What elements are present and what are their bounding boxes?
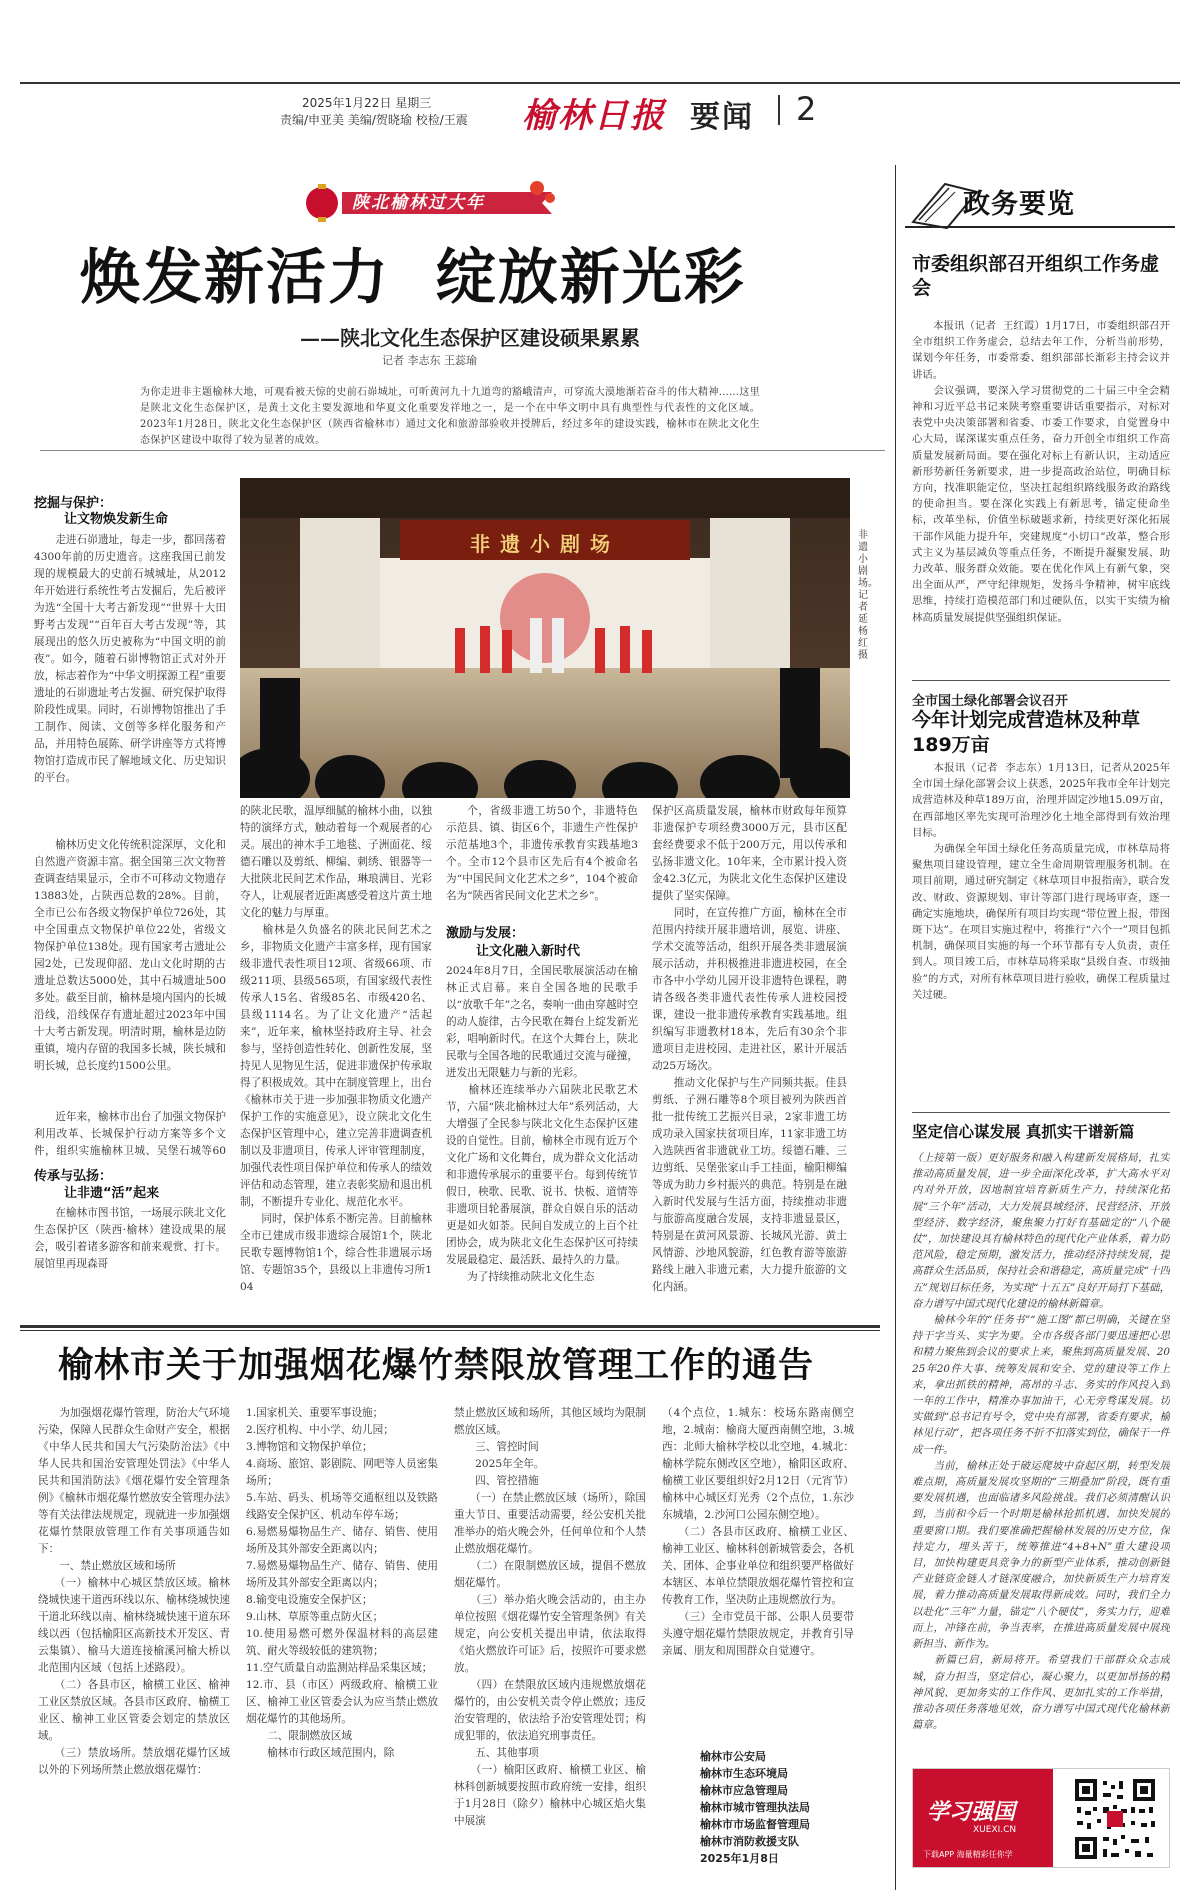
- paragraph: 在榆林市图书馆，一场展示陕北文化生态保护区（陕西·榆林）建设成果的展会，吸引着诸多游客和前来观赏、打卡。展馆里再现森哥: [34, 1207, 226, 1270]
- section-label-3: 激励与发展：: [446, 926, 525, 941]
- feature-column-3a: [446, 803, 638, 913]
- editors-line: 责编/申亚美 美编/贺晓瑜 校检/王震: [280, 113, 468, 127]
- notice-column-2: 1.国家机关、重要军事设施； 2.医疗机构、中小学、幼儿园； 3.博物馆和文物保护单位； 4.商场、旅馆、影剧院、网吧等人员密集场所； 5.车站、码头、机场等交通枢纽以及铁路线路安全保护区、机动车停车场； 6.易燃易爆物品生产、储存、销售、使用场所及其外部安全距离以内； 7.易燃易爆物品生产、储存、销售、使用场所及其外部安全距离以内； 8.输变电设施安全保护区； 9.山林、草原等重点防火区； 10.使用易燃可燃外保温材料的高层建筑、耐火等级较低的建筑物； 11.空气质量自动监测站样品采集区域； 12.市、县（市区）两级政府、榆横工业区、榆神工业区管委会认为应当禁止燃放烟花爆竹的其他场所。 二、限制燃放区域 榆林市行政区域范围内，除: [246, 1407, 438, 1759]
- section-divider: [778, 95, 780, 125]
- paragraph: 个，省级非遗工坊50个，非遗特色示范县、镇、街区6个，非遗生产性保护示范基地3个，非遗传承教育实践基地3个。全市12个县市区先后有4个被命名为“中国民间文化艺术之乡”，104个被命名为“陕西省民间文化艺术之乡”。: [446, 805, 638, 902]
- news-2-kicker: 全市国土绿化部署会议召开: [912, 694, 1069, 709]
- news-separator: [912, 1112, 1170, 1113]
- notice-column-4: （4个点位，1.城东：校场东路南侧空地，2.城南：榆商大厦西南侧空地，3.城西：北师大榆林学校以北空地，4.城北：榆林学院东侧改区空地），榆阳区政府、榆横工业区要组织好2月12日（元宵节）榆林中心城区灯光秀（2个点位，1.东沙东城墙，2.沙河口公园东侧空地）。 （二）各县市区政府、榆横工业区、榆神工业区、榆林科创新城管委会，各机关、团体、企事业单位和组织要严格做好本辖区、本单位禁限放烟花爆竹管控和宣传教育工作，坚决防止违规燃放行为。 （三）全市党员干部、公职人员要带头遵守烟花爆竹禁限放规定，并教育引导亲属、朋友和周围群众自觉遵守。: [662, 1407, 854, 1657]
- xuexi-badge: [913, 1769, 1053, 1867]
- feature-column-2: 的陕北民歌，温厚细腻的榆林小曲，以独特的演绎方式，触动着每一个观展者的心灵。展出的神木手工地毯、子洲面花、绥德石雕以及剪纸、柳编、刺绣、银器等一大批陕北民间艺术作品，琳琅满目、光彩夺人，让观展者近距离感受着这片黄土地文化的魅力与厚重。 榆林是久负盛名的陕北民间艺术之乡，非物质文化遗产丰富多样，现有国家级非遗代表性项目12项、省级66项、市级211项、县级565项，有国家级代表性传承人15名、省级85名、市级420名、县级1114名。为了让文化遗产“活起来”，近年来，榆林坚持政府主导、社会参与，坚持创造性转化、创新性发展，坚持见人见物见生活，促进非遗保护传承取得了积极成效。其中在制度管理上，出台《榆林市关于进一步加强非物质文化遗产保护工作的实施意见》，设立陕北文化生态保护区管理中心，建立完善非遗调查机制以及非遗项目，传承人评审管理制度，加强代表性项目保护单位和传承人的绩效评估和动态管理，建立表彰奖励和退出机制，不断提升专业化、规范化水平。 同时，保护体系不断完善。目前榆林全市已建成市级非遗综合展馆1个，陕北民歌专题博物馆1个，综合性非遗展示场馆、专题馆35个，县级以上非遗传习所104: [240, 805, 432, 1293]
- feature-subtitle: ——陕北文化生态保护区建设硕果累累: [300, 326, 640, 350]
- page-number: 2: [796, 90, 817, 128]
- newspaper-logo: 榆林日报: [522, 96, 666, 136]
- feature-column-1a: [34, 532, 226, 800]
- paragraph: 走进石峁遗址，每走一步，都回荡着4300年前的历史遗音。这座我国已前发现的规模最大的史前石城城址，从2012年开始进行系统性考古发掘后，先后被评为选“全国十大考古新发现”“世界十大田野考古发现”“百年百大考古发现”等，其展现出的悠久历史被称为“中国文明的前夜”。如今，随着石峁博物馆正式对外开放，标志着作为“中华文明探源工程”重要遗址的石峁遗址考古发掘、研究保护取得阶段性成果。同时，石峁博物馆推出了手工制作、阅读、文创等多样化服务和产品，并用特色展陈、研学讲座等方式将博物馆打造成市民了解地域文化、历史知识的平台。: [34, 534, 226, 784]
- feature-title: 焕发新活力 绽放新光彩: [80, 243, 746, 313]
- section-title-1: 让文物焕发新生命: [64, 512, 169, 527]
- news-1-body: 本报讯（记者 王红霞）1月17日，市委组织部召开全市组织工作务虚会，总结去年工作，分析当前形势，谋划今年任务，市委常委、组织部部长渐彩主持会议并讲话。 会议强调，要深入学习贯彻党的二十届三中全会精神和习近平总书记来陕考察重要讲话重要指示，对标对表党中央决策部署和省委、市委工作要求，自觉置身中心大局，谋深谋实重点任务，奋力开创全市组织工作高质量发展新局面。要在强化对标上有新认识，主动适应新形势新任务新要求，进一步提高政治站位，明确目标方向，找准职能定位，坚决扛起组织路线服务政治路线的使命担当。要在深化实践上有新思考，锚定使命坐标，改革坐标，价值坐标破题求新，持续更好深化拓展干部作风能力提升年，突建规度“小切口”改革，整合形式主义为基层减负等重点任务，不断提升凝聚发展、助力改革、服务群众效能。要在优化作风上有新气象，突出全面从严，严守纪律规矩，发扬斗争精神，树牢底线思维，持续打造模范部门和过硬队伍，以实干实绩为榆林高质量发展提供坚强组织保证。: [912, 320, 1170, 624]
- section-title-3: 让文化融入新时代: [476, 944, 581, 959]
- feature-intro: 为你走进非主题榆林大地，可观看被天惊的史前石峁城址，可听黄河九十九道弯的豁峨清声，可穿流大漠地渐若奋斗的伟大精神……这里是陕北文化生态保护区，是黄土文化主要发源地和华夏文化重要发祥地之一，是一个在中华文明中具有典型性与代表性的文化区域。2023年1月28日，陕北文化生态保护区（陕西省榆林市）通过文化和旅游部验收并授牌后，经过多年的建设实践，榆林市在陕北文化生态保护区建设中取得了较为显著的成效。: [140, 387, 760, 446]
- section-label-1: 挖掘与保护：: [34, 496, 113, 511]
- notice-top-rule: [20, 1325, 880, 1328]
- news-2-body: 本报讯（记者 李志东）1月13日，记者从2025年全市国土绿化部署会议上获悉，2025年我市全年计划完成营造林及种草189万亩，治理并固定沙地15.09万亩，在西部地区率先实现可治理沙化土地全部得到有效治理目标。 为确保全年国土绿化任务高质量完成，市林草局将聚焦项目建设管理，建立全生命周期管理服务机制。在项目前期，通过研究制定《林草项目申报指南》，联合发改、财政、资源规划、审计等部门进行现场审查，逐一确定实施地块，确保所有项目均实现“带位置上报，带图斑下达”。在项目实施过程中，将推行“六个一”项目包抓机制，确保项目实施的每一个环节都有专人负责，责任到人。项目竣工后，市林草局将采取“县级自查、市级抽验”的方式，对所有林草项目进行验收，确保工程质量过关过硬。: [912, 762, 1170, 1001]
- gov-brief-title: 政务要览: [963, 189, 1075, 220]
- section-name: 要闻: [690, 100, 754, 135]
- feature-column-1c: [34, 1205, 226, 1311]
- masthead-rule: [20, 82, 1180, 84]
- news-3-body: （上接第一版）更好服务和融入构建新发展格局，扎实推动高质量发展，进一步全面深化改革，扩大高水平对内对外开放，因地制宜培育新质生产力，持续深化拓展“三个年”活动，大力发展县域经济、民营经济、开放型经济、数字经济，聚焦聚力打好有基础定的“八个硬仗”，加快建设具有榆林特色的现代化产业体系，着力防范风险，稳定预期，激发活力，推动经济持续发展，提高群众生活品质，保持社会和谐稳定，高质量完成“十四五”规划目标任务，为实现“十五五”良好开局打下基础，奋力谱写中国式现代化建设的榆林新篇章。 榆林今年的“任务书”“施工图”都已明确，关键在坚持干字当头、实字为要。全市各级各部门要迅速把心思和精力聚焦到会议的要求上来，聚焦到高质量发展、2025年20件大事、统筹发展和安全、党的建设等工作上来，拿出抓铁的精神，高昂的斗志、务实的作风投入到一年的工作中，精准办事加油干，心无旁骛谋发展。切实做到“总书记有号令，党中央有部署，省委有要求，榆林见行动”，把各项任务不折不扣落实到位，确保干一件成一件。 当前，榆林正处于破运爬坡中奋起区期，转型发展难点期，高质量发展攻坚期的“三期叠加”阶段，既有重要发展机遇，也面临诸多风险挑战。我们必须清醒认识到，当前和今后一个时期是榆林抢抓机遇、加快发展的重要窗口期。我们要准确把握榆林发展的历史方位，保持定力，埋头苦干，统筹推进“4+8+N”重大建设项目，加快构建更具竞争力的新型产业体系，推动创新链产业链资金链人才链深度融合，加快新质生产力培育发展，着力推动高质量发展取得新成效。同时，我们全力以赴化“三年”力量，锚定“八个硬仗”，务实力行，迎难而上，冲锋在前，争当表率，在推进高质量发展中展现新担当、新作为。 新篇已启，新局将开。希望我们干部群众众志成城，奋力担当，坚定信心，凝心聚力，以更加昂扬的精神风貌、更加务实的工作作风、更加扎实的工作举措，推动各项任务落地见效，奋力谱写中国式现代化榆林新篇章。: [912, 1152, 1170, 1732]
- xuexi-promo[interactable]: [912, 1768, 1170, 1868]
- intro-rule: [40, 450, 885, 451]
- signer: 榆林市城市管理执法局: [700, 1801, 810, 1814]
- gov-brief-rule: [905, 226, 1175, 228]
- notice-column-3: 禁止燃放区域和场所，其他区域均为限制燃放区域。 三、管控时间 2025年全年。 四、管控措施 （一）在禁止燃放区域（场所），除国重大节日、重要活动需要，经公安机关批准举办的焰火晚会外，任何单位和个人禁止燃放烟花爆竹。 （二）在限制燃放区域，提倡不燃放烟花爆竹。 （三）举办焰火晚会活动的，由主办单位按照《烟花爆竹安全管理条例》有关规定，向公安机关提出申请，依法取得《焰火燃放许可证》后，按照许可要求燃放。 （四）在禁限放区域内违规燃放烟花爆竹的，由公安机关责令停止燃放；违反治安管理的，依法给予治安管理处罚；构成犯罪的，依法追究刑事责任。 五、其他事项 （一）榆阳区政府、榆横工业区、榆林科创新城要按照市政府统一安排，组织于1月28日（除夕）榆林中心城区焰火集中展演: [454, 1407, 646, 1827]
- xuexi-url: XUEXI.CN: [973, 1825, 1017, 1835]
- issue-date: 2025年1月22日 星期三: [302, 96, 432, 110]
- festival-banner: [302, 178, 562, 228]
- news-1-title: 市委组织部召开组织工作务虚会: [912, 253, 1160, 299]
- feature-column-3b: 2024年8月7日，全国民歌展演活动在榆林正式启幕。来自全国各地的民歌手以“放歌千年”之名，奏响一曲由穿越时空的动人旋律，古今民歌在舞台上绽发新光彩，唱响新时代。在这个大舞台上，陕北民歌与全国各地的民歌通过交流与碰撞，迸发出无限魅力与新的光彩。 榆林还连续举办六届陕北民歌艺术节，六届“陕北榆林过大年”系列活动，大大增强了全民参与陕北文化生态保护区建设的自觉性。目前，榆林全市现有近万个文化广场和文化舞台，成为群众文化活动和非遗传承展示的重要平台。每到传统节假日，秧歌、民歌、说书、快板、道情等非遗项目轮番展演，群众自娱自乐的活动更是如火如荼。民间自发成立的上百个社团协会，成为陕北文化生态保护区可持续发展最稳定、最活跃、最持久的力量。 为了持续推动陕北文化生态: [446, 965, 638, 1283]
- signer: 榆林市生态环境局: [700, 1767, 788, 1780]
- signer: 榆林市公安局: [700, 1750, 766, 1763]
- notice-column-1: 为加强烟花爆竹管理，防治大气环境污染，保障人民群众生命财产安全，根据《中华人民共和国大气污染防治法》《中华人民共和国治安管理处罚法》《中华人民共和国消防法》《烟花爆竹安全管理条例》《榆林市烟花爆竹燃放安全管理办法》等有关法律法规规定，现就进一步加强烟花爆竹禁限放管理工作有关事项通告如下： 一、禁止燃放区域和场所 （一）榆林中心城区禁放区域。榆林绕城快速干道西环线以东、榆林绕城快速干道北环线以南、榆林绕城快速干道东环线以西（包括榆阳区高新技术开发区、青云集镇）、榆马大道连接榆溪河榆大桥以北范围内区域（包括上述路段）。 （二）各县市区，榆横工业区、榆神工业区禁放区域。各县市区政府、榆横工业区、榆神工业区管委会划定的禁放区域。 （三）禁放场所。禁放烟花爆竹区域以外的下列场所禁止燃放烟花爆竹：: [38, 1407, 230, 1776]
- column-divider: [895, 165, 896, 1890]
- paragraph: 榆林历史文化传统积淀深厚，文化和自然遗产资源丰富。据全国第三次文物普查调查结果显示，全市不可移动文物遗存13883处，占陕西总数的28%。目前，全市已公布各级文物保护单位726处，其中全国重点文物保护单位22处，省级文物保护单位138处。现有国家考古遗址公园2处，已发现仰韶、龙山文化时期的古遗址总数达5000处，其中石城遗址500多处。截至目前，榆林是境内国内的长城沿线，沿线保存有遗址超过2023年中国十大考古新发现。明清时期，榆林是边防重镇，境内存留的我国多长城，陕长城和明长城，总长度约1500公里。: [34, 839, 226, 1072]
- signer: 榆林市消防救援支队: [700, 1835, 799, 1848]
- notice-signers: [700, 1748, 860, 1867]
- feature-byline: 记者 李志东 王蕊瑜: [382, 354, 477, 367]
- section-label-2: 传承与弘扬：: [34, 1169, 113, 1184]
- news-3-title: 坚定信心谋发展 真抓实干谱新篇: [912, 1123, 1135, 1141]
- news-separator: [912, 680, 1170, 681]
- xuexi-footnote: 下载APP 海量精彩任你学: [923, 1850, 1013, 1859]
- paragraph: 近年来，榆林市出台了加强文物保护利用改革、长城保护行动方案等多个文件，组织实施榆林卫城、吴堡石城等60: [34, 1111, 226, 1157]
- gov-brief-header: [905, 172, 1175, 230]
- qr-code-icon: [1073, 1777, 1157, 1861]
- notice-top-rule-thin: [20, 1330, 880, 1331]
- news-2-title: 今年计划完成营造林及种草189万亩: [912, 709, 1141, 756]
- signer: 榆林市应急管理局: [700, 1784, 788, 1797]
- stage-sign: 非遗小剧场: [470, 532, 620, 556]
- photo-caption: 非遗小剧场。 记者 延杨红 摄: [858, 530, 878, 661]
- column-banner-text: 陕北榆林过大年: [352, 193, 485, 213]
- xuexi-brand: 学习强国: [927, 1800, 1016, 1825]
- feature-column-4: 保护区高质量发展，榆林市财政每年预算非遗保护专项经费3000万元，县市区配套经费要求不低于200万元，用以传承和弘扬非遗文化。10年来，全市累计投入资金42.3亿元，为陕北文化生态保护区建设提供了坚实保障。 同时，在宣传推广方面，榆林在全市范围内持续开展非遗培训，展览、讲座、学术交流等活动，组织开展各类非遗展演展示活动，并积极推进非遗进校园，在全市各中小学幼儿园开设非遗特色课程，聘请各级各类非遗代表性传承人进校园授课，建设一批非遗传承教育实践基地。组织编写非遗教材18本，先后有30余个非遗项目走进校园、走进社区，累计开展活动25万场次。 推动文化保护与生产同频共振。佳县剪纸、子洲石雕等8个项目被列为陕西首批一批传统工艺振兴目录，2家非遗工坊成功录入国家扶贫项目库，11家非遗工坊入选陕西省非遗就业工坊。绥德石雕、三边剪纸、吴堡张家山手工挂面，榆阳柳编等成为助力乡村振兴的典范。特别是在融入新时代发展与生活方面，持续推动非遗与旅游高度融合发展，支持非遗显景区，特别是在黄河风景游、长城风光游、黄土风情游、沙地风貌游，红色教育游等旅游路线上融入非遗元素，大力提升旅游的文化内涵。: [652, 805, 847, 1293]
- notice-date: 2025年1月8日: [700, 1852, 779, 1865]
- feature-photo: [240, 478, 850, 798]
- stage-photo-illustration: [240, 478, 850, 798]
- feature-column-1b: [34, 803, 226, 1158]
- section-title-2: 让非遗“活”起来: [64, 1186, 160, 1201]
- notice-title: 榆林市关于加强烟花爆竹禁限放管理工作的通告: [58, 1345, 815, 1386]
- signer: 榆林市市场监督管理局: [700, 1818, 810, 1831]
